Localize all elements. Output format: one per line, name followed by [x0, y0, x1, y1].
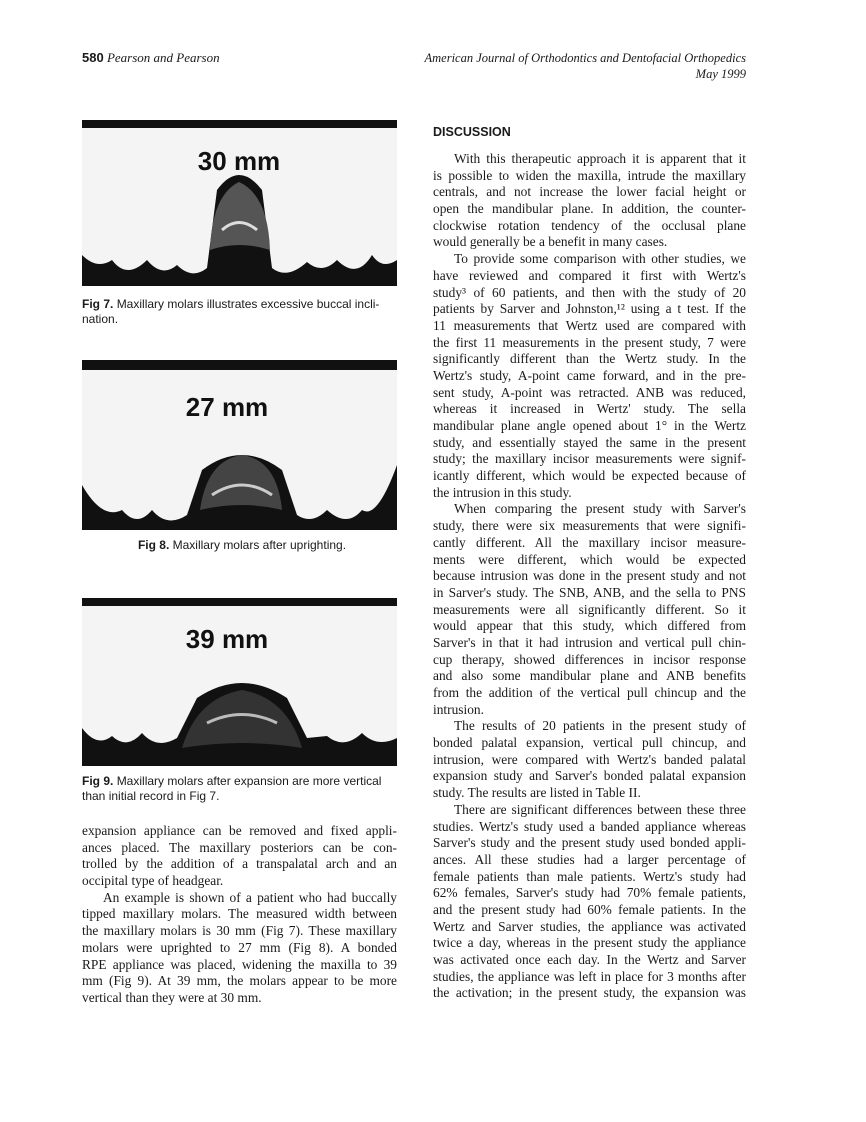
paragraph	[433, 802, 746, 1002]
text-line: the intrusion in this study.	[433, 484, 572, 500]
figure-8-caption	[82, 538, 402, 553]
text-line: An example is shown of a patient who had buccally	[103, 889, 397, 905]
text-line: the activation; in the present study, the expansion was	[433, 985, 746, 1001]
figure-9-image	[82, 598, 397, 766]
figure-9-caption-text-2: than initial record in Fig 7.	[82, 789, 220, 803]
text-line: patients by Sarver and Johnston,¹² using a t test. If the	[433, 301, 746, 317]
text-line: The results of 20 patients in the present study of	[454, 718, 746, 734]
figure-8-number: Fig 8.	[137, 538, 170, 552]
text-line: mandibular plane angle opened about 1° in the Wertz	[433, 418, 746, 433]
text-line: trolled by the addition of a transpalatal arch and an	[82, 856, 397, 872]
left-column-body	[82, 823, 397, 1007]
figure-7-caption-text-2: nation.	[82, 312, 119, 326]
text-line: intrusion.	[433, 701, 484, 717]
figure-9-label: 39 mm	[185, 624, 269, 654]
paragraph	[433, 251, 746, 501]
text-line: measurements were all significantly different. So it	[433, 601, 746, 617]
text-line: twice a day, whereas in the present study the appliance	[433, 935, 746, 951]
text-line: There are significant differences between these three	[454, 801, 746, 817]
text-line: centrals, and not increase the lower facial height or	[433, 184, 746, 200]
text-line: study, there were six measurements that were signifi-	[433, 518, 746, 534]
text-line: Sarver's in that it had intrusion and vertical pull chin-	[433, 634, 746, 650]
text-line: whereas it increased in Wertz' study. The sella	[433, 401, 746, 417]
figure-7-number: Fig 7.	[82, 297, 114, 311]
text-line: 11 measurements that Wertz used are compared with	[433, 317, 746, 333]
figure-9-number: Fig 9.	[82, 774, 114, 788]
figure-8-caption-text: Maxillary molars after uprighting.	[172, 538, 347, 552]
text-line: Sarver's study and the present study used bonded appli-	[433, 835, 746, 851]
text-line: 62% females, Sarver's study had 70% female patients,	[433, 885, 746, 901]
figure-8-image	[82, 360, 397, 530]
text-line: When comparing the present study with Sarver's	[454, 501, 746, 517]
text-line: studies, the appliance was left in place for 3 months after	[433, 968, 746, 984]
text-line: vertical than they were at 30 mm.	[82, 989, 262, 1005]
text-line: in Sarver's study. The SNB, ANB, and the sella to PNS	[433, 584, 746, 600]
paragraph	[433, 501, 746, 718]
text-line: ments were different, which would be expected	[433, 551, 746, 567]
figure-9-caption-text: Maxillary molars after expansion are more vertical	[116, 774, 382, 788]
page-number: 580	[82, 50, 104, 65]
figure-7-label: 30 mm	[197, 146, 281, 176]
text-line: ances. All these studies had a larger percentage of	[433, 851, 746, 867]
text-line: molars were uprighted to 27 mm (Fig 8). A bonded	[82, 939, 397, 955]
running-header-left	[82, 50, 220, 66]
text-line: study; the maxillary incisor measurements were signif-	[433, 451, 746, 467]
paragraph	[433, 718, 746, 801]
text-line: open the mandibular plane. In addition, the counter-	[433, 201, 746, 217]
journal-title: American Journal of Orthodontics and Dentofacial Orthopedics	[424, 51, 746, 65]
text-line: studies. Wertz's study used a banded appliance whereas	[433, 818, 746, 834]
figure-7-caption-text: Maxillary molars illustrates excessive buccal incli-	[116, 297, 380, 311]
text-line: With this therapeutic approach it is apparent that it	[454, 151, 746, 166]
text-line: would generally be a benefit in many cases.	[433, 234, 668, 250]
text-line: cantly different. All the maxillary incisor measure-	[433, 534, 746, 550]
text-line: would appear that this study, which differed from	[433, 618, 746, 634]
text-line: occipital type of headgear.	[82, 873, 224, 889]
paragraph	[433, 151, 746, 251]
text-line: To provide some comparison with other studies, we	[454, 251, 746, 267]
text-line: because intrusion was done in the present study and not	[433, 568, 746, 584]
text-line: study. The results are listed in Table II.	[433, 785, 641, 801]
section-heading-discussion: DISCUSSION	[433, 125, 511, 139]
text-line: the maxillary molars is 30 mm (Fig 7). These maxillary	[82, 923, 397, 939]
text-line: expansion study and Sarver's bonded palatal expansion	[433, 768, 746, 784]
text-line: was activated once each day. In the Wertz and Sarver	[433, 952, 746, 967]
figure-7-caption	[82, 297, 402, 327]
right-column-body	[433, 151, 746, 1002]
figure-8-label: 27 mm	[185, 392, 269, 422]
text-line: significantly different than the Wertz study. In the	[433, 351, 746, 367]
text-line: study, and essentially stayed the same in the present	[433, 434, 746, 450]
text-line: the first 11 measurements in the present study, 7 were	[433, 334, 746, 350]
running-authors: Pearson and Pearson	[106, 50, 220, 65]
text-line: clockwise rotation tendency of the occlusal plane	[433, 217, 746, 233]
paragraph	[82, 823, 397, 890]
text-line: have reviewed and compared it first with Wertz's	[433, 267, 746, 283]
text-line: intrusion, were compared with Wertz's banded palatal	[433, 751, 746, 767]
text-line: mm (Fig 9). At 39 mm, the molars appear to be more	[82, 973, 397, 989]
text-line: sent study, A-point was retracted. ANB was reduced,	[433, 384, 746, 400]
text-line: and also some mandibular plane and ANB benefits	[433, 668, 746, 684]
text-line: tipped maxillary molars. The measured width between	[82, 906, 397, 922]
paragraph	[82, 890, 397, 1007]
text-line: and the present study had 60% female patients. In the	[433, 901, 746, 917]
text-line: Wertz's study, A-point came forward, and in the pre-	[433, 367, 746, 383]
running-header-right	[425, 50, 747, 82]
text-line: icantly different, which would be expected because of	[433, 468, 746, 484]
text-line: female patients than male patients. Wertz's study had	[433, 868, 746, 884]
text-line: ances placed. The maxillary posteriors can be con-	[82, 839, 397, 855]
text-line: expansion appliance can be removed and fixed appli-	[82, 823, 397, 838]
text-line: cup therapy, showed differences in incisor response	[433, 651, 746, 667]
figure-7-image	[82, 120, 397, 286]
text-line: bonded palatal expansion, vertical pull chincup, and	[433, 735, 746, 751]
text-line: RPE appliance was placed, widening the maxilla to 39	[82, 956, 397, 972]
figure-9-caption	[82, 774, 402, 804]
text-line: from the addition of the vertical pull chincup and the	[433, 685, 746, 700]
issue-date: May 1999	[695, 67, 746, 81]
text-line: study³ of 60 patients, and then with the study of 20	[433, 284, 746, 300]
text-line: is possible to widen the maxilla, intrude the maxillary	[433, 167, 746, 183]
text-line: Wertz and Sarver studies, the appliance was activated	[433, 918, 746, 934]
